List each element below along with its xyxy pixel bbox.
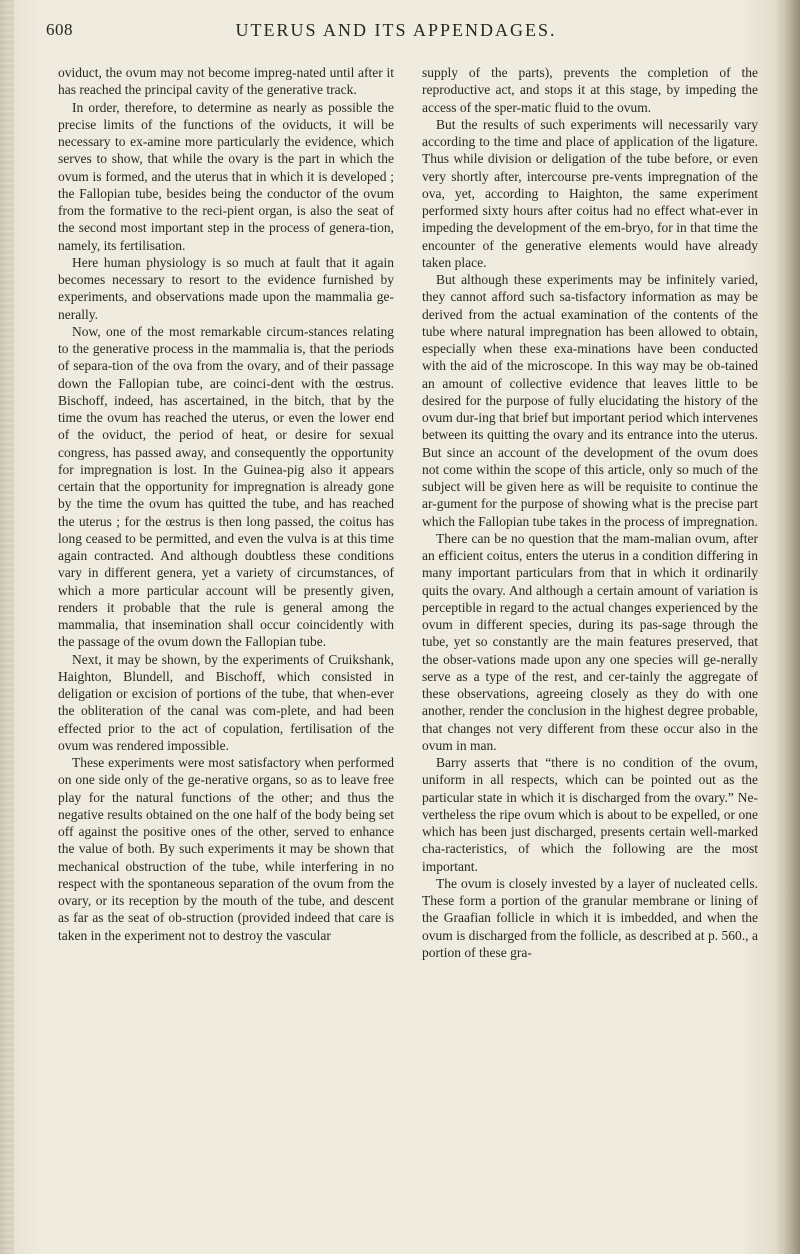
paragraph: But although these experiments may be infinitely varied, they cannot afford such sa-tisfactory information as may be derived from the actual examination of the contents of the tube where natural impregnation has been allowed to obtain, especially when these exa-minations have been conducted with the aid of the microscope. In this way may be ob-tained an amount of collective evidence that leaves little to be desired for the purpose of fully elucidating the history of the ovum dur-ing that brief but important period which intervenes between its quitting the ovary and its entrance into the uterus. But since an account of the development of the ovum does not come within the scope of this article, only so much of the subject will be given here as will be requisite to continue the ar-gument for the purpose of showing what is the precise part which the Fallopian tube takes in the process of impregnation. <box>422 272 758 529</box>
paragraph: There can be no question that the mam-malian ovum, after an efficient coitus, enters the uterus in a condition differing in many important particulars from that in which it ordinarily quits the ovary. And although a certain amount of variation is perceptible in regard to the actual changes experienced by the ovum in different species, during its pas-sage through the tube, yet so constantly are the main features preserved, that the obser-vations made upon any one species will ge-nerally serve as a type of the rest, and cer-tainly the aggregate of these observations, agreeing closely as they do with one another, render the conclusion in the highest degree probable, that changes not very different from these occur also in the ovum in man. <box>422 530 758 753</box>
right-text-column <box>422 64 758 961</box>
page-number: 608 <box>46 20 73 39</box>
paragraph: But the results of such experiments will necessarily vary according to the time and place of application of the ligature. Thus while division or deligation of the tube before, or even very shortly after, intercourse pre-vents impregnation of the ova, yet, according to Haighton, the same experiment performed sixty hours after coitus had no effect what-ever in impeding the development of the em-bryo, for in that time the encounter of the generative elements would have already taken place. <box>422 116 758 270</box>
paragraph: supply of the parts), prevents the completion of the reproductive act, and stops it at this stage, by impeding the access of the sper-matic fluid to the ovum. <box>422 65 758 115</box>
scan-edge-right <box>782 0 800 1254</box>
paragraph: The ovum is closely invested by a layer of nucleated cells. These form a portion of the granular membrane or lining of the Graafian follicle in which it is imbedded, and when the ovum is discharged from the follicle, as described at p. 560., a portion of these gra- <box>422 875 758 960</box>
paragraph: Here human physiology is so much at fault that it again becomes necessary to resort to the evidence furnished by experiments, and observations made upon the mammalia ge-nerally. <box>58 254 394 322</box>
paragraph: Barry asserts that “there is no condition of the ovum, uniform in all respects, which can be pointed out as the particular state in which it is discharged from the ovary.” Ne-vertheless the ripe ovum which is about to be expelled, or one which has been just discharged, presents certain well-marked cha-racteristics, of which the following are the most important. <box>422 755 758 874</box>
paragraph: Next, it may be shown, by the experiments of Cruikshank, Haighton, Blundell, and Bischoff, which consisted in deligation or excision of portions of the tube, that when-ever the obliteration of the canal was com-plete, and had been effected prior to the act of copulation, fertilisation of the ovum was rendered impossible. <box>58 651 394 753</box>
paragraph: Now, one of the most remarkable circum-stances relating to the generative process in the mammalia is, that the periods of separa-tion of the ova from the ovary, and of their passage down the Fallopian tube, are coinci-dent with the œstrus. Bischoff, indeed, has ascertained, in the bitch, that by the time the ovum has reached the uterus, or even the lower end of the oviduct, the period of heat, or desire for sexual congress, has passed away, and consequently the opportunity for impregnation is lost. In the Guinea-pig also it appears certain that the opportunity for impregnation is already gone by the time the ovum has quitted the tube, and has reached the uterus ; for the œstrus is then long passed, the coitus has long ceased to be permitted, and even the vulva is at this time again contracted. And although doubtless these conditions vary in different genera, yet a variety of circumstances, of which a more particular account will be presently given, renders it probable that the rule is general among the mammalia, that insemination shall occur coincidently with the passage of the ovum down the Fallopian tube. <box>58 323 394 650</box>
running-head: UTERUS AND ITS APPENDAGES. <box>235 20 557 40</box>
page-header <box>46 20 746 50</box>
paragraph: These experiments were most satisfactory when performed on one side only of the ge-nerative organs, so as to leave free play for the natural functions of the other; and thus the negative results obtained on the one half of the body being set off against the positive ones of the other, served to enhance the value of both. By such experiments it may be shown that mechanical obstruction of the tube, while interfering in no respect with the spontaneous separation of the ovum from the ovary, or its reception by the mouth of the tube, and descent as far as the seat of ob-struction (provided indeed that care is taken in the experiment not to destroy the vascular <box>58 755 394 943</box>
left-text-column <box>58 64 394 944</box>
paragraph: In order, therefore, to determine as nearly as possible the precise limits of the functions of the oviducts, it will be necessary to ex-amine more particularly the evidence, which serves to show, that while the ovary is the part in which the ovum is formed, and the uterus that in which it is developed ; the Fallopian tube, besides being the conductor of the ovum from the formative to the reci-pient organ, is also the seat of the second most important step in the process of genera-tion, namely, its fertilisation. <box>58 99 394 253</box>
paragraph: oviduct, the ovum may not become impreg-nated until after it has reached the principal cavity of the generative track. <box>58 65 394 98</box>
scan-edge-left <box>0 0 14 1254</box>
